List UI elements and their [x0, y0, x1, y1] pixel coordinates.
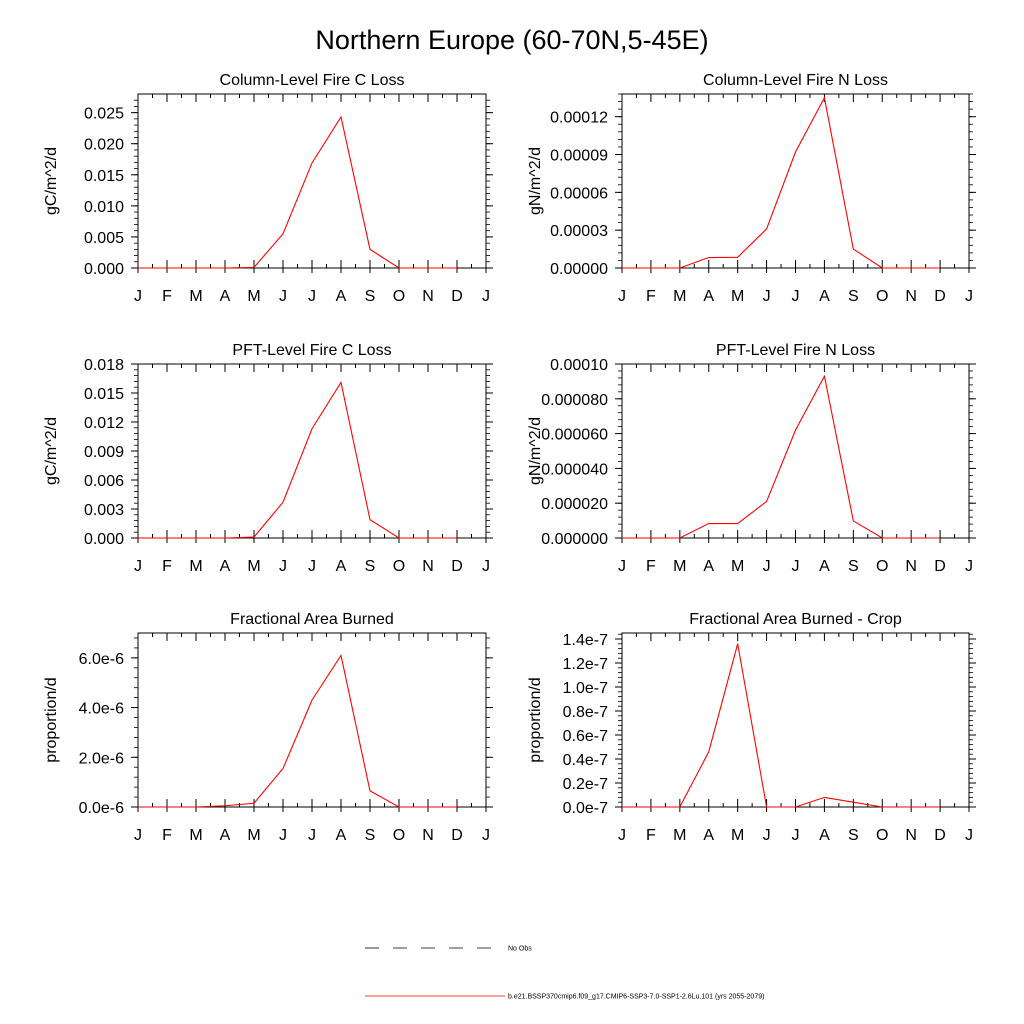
x-tick-label: F: [162, 558, 172, 575]
x-tick-label: M: [247, 827, 261, 844]
chart-panel-1: [43, 72, 493, 305]
x-tick-label: J: [618, 288, 626, 305]
plot-frame: [138, 364, 486, 538]
x-tick-label: J: [134, 558, 142, 575]
x-tick-label: J: [618, 558, 626, 575]
y-axis-label: gN/m^2/d: [527, 147, 544, 215]
x-tick-label: M: [247, 288, 261, 305]
x-tick-label: M: [189, 558, 203, 575]
x-tick-label: A: [335, 827, 347, 844]
x-tick-label: A: [819, 288, 830, 305]
x-tick-label: J: [482, 288, 490, 305]
y-tick-label: 0.018: [83, 357, 124, 374]
y-tick-label: 0.015: [83, 167, 124, 185]
legend: [365, 946, 764, 1001]
y-tick-label: 1.4e-7: [562, 632, 608, 649]
y-tick-label: 0.009: [83, 444, 124, 461]
plot-frame: [622, 633, 969, 807]
y-tick-label: 0.00006: [550, 185, 608, 203]
x-tick-label: N: [422, 827, 434, 844]
x-tick-label: A: [703, 827, 715, 844]
x-tick-label: M: [189, 827, 203, 844]
x-tick-label: J: [308, 558, 316, 575]
x-tick-label: J: [279, 827, 287, 844]
plot-frame: [138, 633, 486, 807]
panel-title: PFT-Level Fire C Loss: [232, 342, 392, 359]
x-tick-label: S: [847, 288, 859, 305]
y-tick-label: 0.000060: [541, 426, 608, 444]
x-tick-label: O: [876, 288, 889, 305]
panel-title: Column-Level Fire C Loss: [219, 72, 405, 89]
x-tick-label: A: [819, 827, 830, 844]
x-tick-label: O: [392, 827, 406, 844]
y-tick-label: 0.00009: [550, 147, 608, 165]
x-tick-label: J: [762, 827, 771, 844]
x-tick-label: N: [422, 558, 434, 575]
series-line-1: [138, 382, 457, 538]
x-tick-label: D: [451, 288, 463, 305]
x-tick-label: D: [934, 558, 946, 575]
chart-panel-6: [527, 611, 976, 844]
y-tick-label: 1.2e-7: [562, 656, 608, 673]
y-axis-label: proportion/d: [527, 677, 544, 763]
panel-title: Column-Level Fire N Loss: [703, 72, 888, 89]
x-tick-label: S: [847, 827, 859, 844]
y-tick-label: 0.010: [83, 198, 124, 216]
series-line-1: [622, 644, 940, 807]
x-tick-label: F: [646, 558, 656, 575]
series-line-1: [138, 655, 457, 807]
y-tick-label: 0.006: [83, 473, 124, 490]
x-tick-label: S: [364, 558, 376, 575]
plot-frame: [622, 364, 969, 538]
panels: [43, 72, 976, 844]
y-tick-label: 0.000040: [541, 461, 608, 479]
x-tick-label: S: [847, 558, 859, 575]
x-tick-label: A: [703, 288, 715, 305]
x-tick-label: S: [364, 288, 376, 305]
x-tick-label: M: [731, 558, 745, 575]
x-tick-label: J: [134, 288, 142, 305]
x-tick-label: O: [876, 827, 889, 844]
x-tick-label: A: [219, 827, 231, 844]
x-tick-label: F: [646, 827, 656, 844]
x-tick-label: J: [791, 558, 800, 575]
x-tick-label: J: [965, 827, 973, 844]
y-axis-label: proportion/d: [43, 677, 60, 763]
x-tick-label: A: [219, 558, 231, 575]
x-tick-label: A: [703, 558, 715, 575]
x-tick-label: J: [965, 288, 973, 305]
y-tick-label: 0.000000: [541, 531, 608, 548]
x-tick-label: J: [791, 827, 800, 844]
x-tick-label: O: [392, 558, 406, 575]
x-tick-label: J: [482, 827, 490, 844]
y-tick-label: 0.00010: [550, 357, 608, 374]
x-tick-label: J: [791, 288, 800, 305]
x-tick-label: J: [762, 288, 771, 305]
y-tick-label: 0.025: [83, 105, 124, 123]
y-tick-label: 0.00000: [550, 261, 608, 278]
x-tick-label: D: [451, 827, 463, 844]
y-tick-label: 0.015: [83, 386, 124, 403]
x-tick-label: M: [673, 288, 687, 305]
x-tick-label: J: [965, 558, 973, 575]
y-tick-label: 0.8e-7: [562, 704, 608, 721]
y-tick-label: 0.012: [83, 415, 124, 432]
x-tick-label: O: [876, 558, 889, 575]
panel-title: Fractional Area Burned - Crop: [689, 611, 902, 628]
y-tick-label: 0.00003: [550, 223, 608, 241]
plot-frame: [622, 94, 969, 268]
y-tick-label: 0.003: [83, 502, 124, 519]
x-tick-label: J: [618, 827, 626, 844]
y-tick-label: 0.6e-7: [562, 728, 608, 745]
plot-frame: [138, 94, 486, 268]
y-tick-label: 0.0e-7: [562, 800, 608, 817]
x-tick-label: D: [934, 288, 946, 305]
x-tick-label: M: [673, 558, 687, 575]
x-tick-label: A: [219, 288, 231, 305]
legend-obs-label: No Obs: [508, 945, 532, 953]
y-tick-label: 0.005: [83, 229, 124, 247]
y-axis-label: gC/m^2/d: [43, 417, 60, 485]
x-tick-label: O: [392, 288, 406, 305]
x-tick-label: F: [646, 288, 656, 305]
x-tick-label: M: [247, 558, 261, 575]
y-tick-label: 0.020: [83, 136, 124, 154]
y-tick-label: 1.0e-7: [562, 680, 608, 697]
y-tick-label: 0.00012: [550, 109, 608, 127]
x-tick-label: N: [422, 288, 434, 305]
y-tick-label: 4.0e-6: [78, 700, 124, 718]
x-tick-label: M: [731, 827, 745, 844]
x-tick-label: J: [482, 558, 490, 575]
x-tick-label: M: [673, 827, 687, 844]
chart-panel-5: [43, 611, 493, 844]
chart-panel-3: [43, 342, 493, 575]
series-line-1: [622, 98, 940, 268]
x-tick-label: A: [819, 558, 830, 575]
y-tick-label: 2.0e-6: [78, 750, 124, 768]
y-tick-label: 0.0e-6: [78, 800, 124, 817]
y-tick-label: 0.000080: [541, 391, 608, 409]
y-tick-label: 0.000020: [541, 496, 608, 514]
x-tick-label: D: [934, 827, 946, 844]
x-tick-label: J: [308, 288, 316, 305]
figure-title: Northern Europe (60-70N,5-45E): [315, 25, 709, 55]
x-tick-label: M: [731, 288, 745, 305]
y-tick-label: 0.2e-7: [562, 776, 608, 793]
y-axis-label: gC/m^2/d: [43, 147, 60, 215]
y-axis-label: gN/m^2/d: [527, 417, 544, 485]
x-tick-label: M: [189, 288, 203, 305]
series-line-1: [138, 117, 457, 268]
legend-model-label: b.e21.BSSP370cmip6.f09_g17.CMIP6-SSP3-7.0-SSP1-2.6Lu.101 (yrs 2055-2079): [508, 993, 765, 1001]
x-tick-label: J: [762, 558, 771, 575]
y-tick-label: 6.0e-6: [78, 650, 124, 668]
y-tick-label: 0.000: [83, 531, 124, 548]
series-line-1: [622, 376, 940, 538]
x-tick-label: J: [279, 288, 287, 305]
x-tick-label: D: [451, 558, 463, 575]
x-tick-label: J: [279, 558, 287, 575]
x-tick-label: S: [364, 827, 376, 844]
x-tick-label: J: [308, 827, 316, 844]
x-tick-label: N: [905, 827, 917, 844]
x-tick-label: A: [335, 558, 347, 575]
y-tick-label: 0.000: [83, 261, 124, 278]
x-tick-label: F: [162, 827, 172, 844]
x-tick-label: A: [335, 288, 347, 305]
x-tick-label: J: [134, 827, 142, 844]
x-tick-label: N: [905, 288, 917, 305]
chart-panel-2: [527, 72, 976, 305]
panel-title: PFT-Level Fire N Loss: [715, 342, 876, 359]
y-tick-label: 0.4e-7: [562, 752, 608, 769]
x-tick-label: F: [162, 288, 172, 305]
x-tick-label: N: [905, 558, 917, 575]
chart-panel-4: [527, 342, 976, 575]
panel-title: Fractional Area Burned: [230, 611, 394, 628]
